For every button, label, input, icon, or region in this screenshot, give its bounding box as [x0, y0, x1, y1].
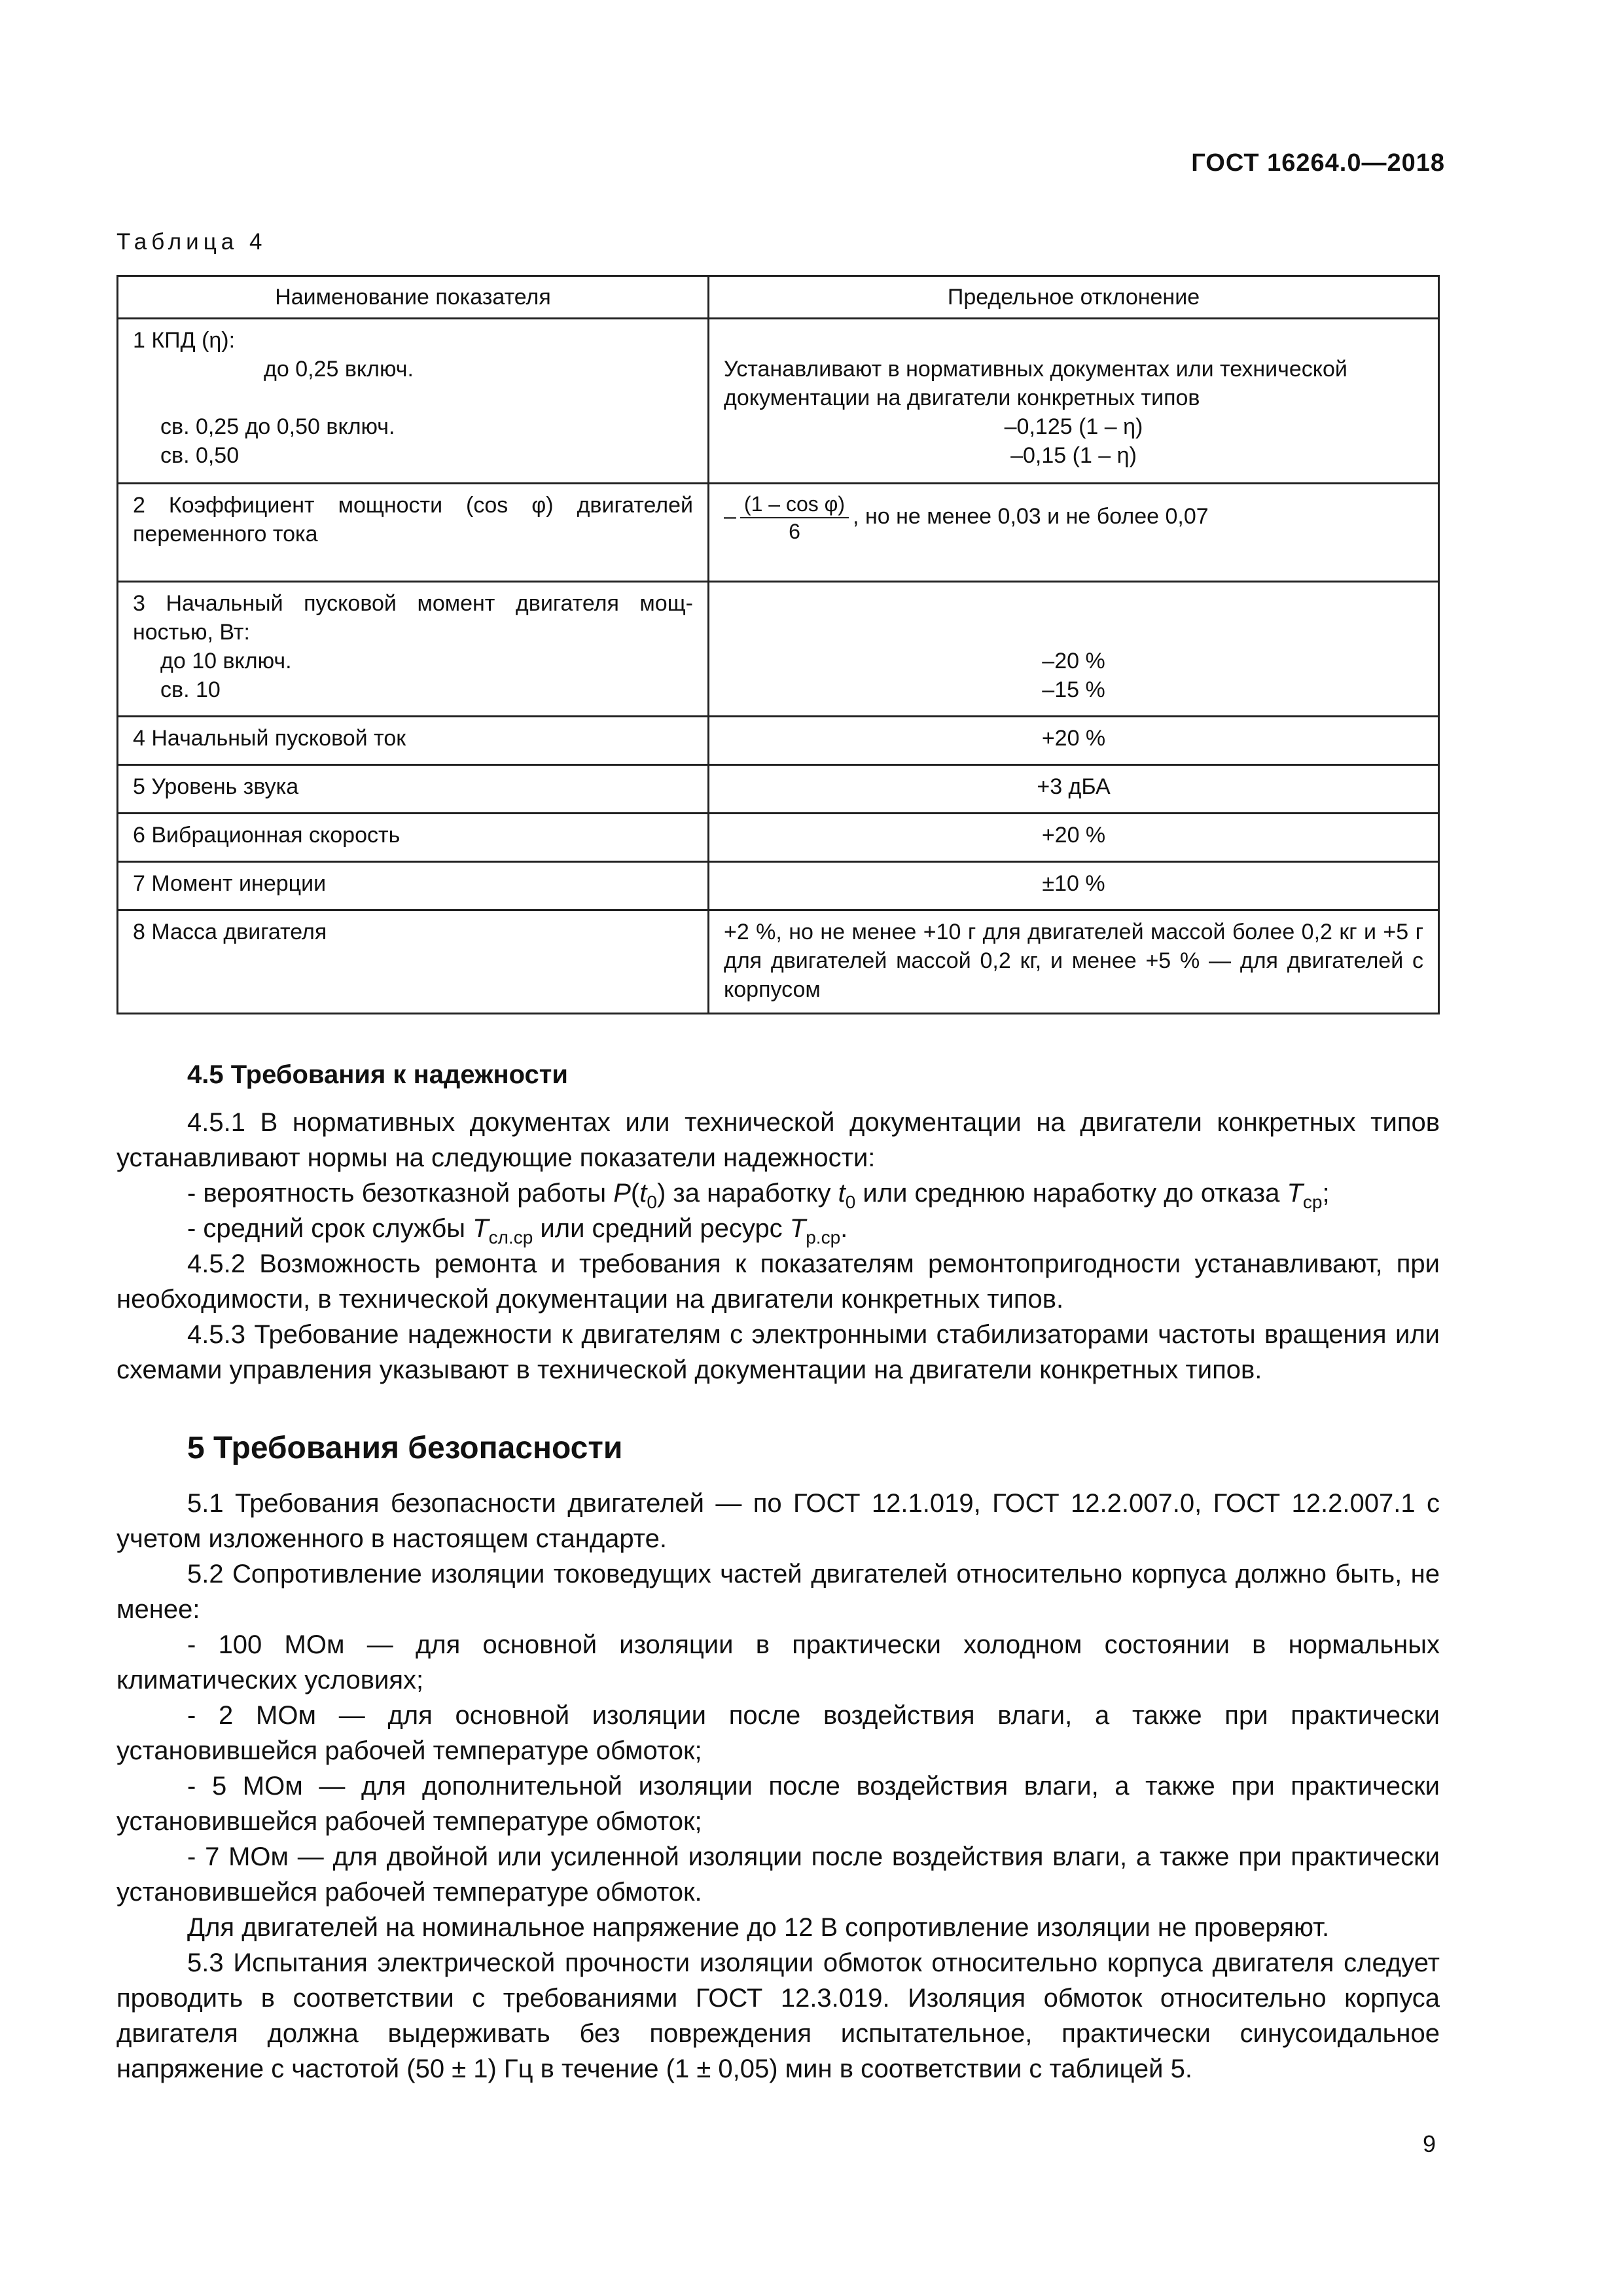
insulation-bullet-1: - 100 МОм — для основной изоляции в практически холодном состоянии в нормальных климатических условиях; [116, 1630, 1440, 1695]
row-name-line: 3 Начальный пусковой момент двигателя мощ-ностью, Вт: [133, 591, 693, 645]
symbol-T: T [789, 1214, 806, 1243]
standard-designation: ГОСТ 16264.0—2018 [1191, 149, 1445, 177]
table-row [118, 484, 1439, 582]
row-name-cell: 4 Начальный пусковой ток [118, 717, 709, 765]
row-name-line: св. 10 [160, 677, 221, 702]
row-value-cell [709, 582, 1439, 717]
row-value-cell: +3 дБА [709, 765, 1439, 814]
row-name-line: 1 КПД (η): [133, 328, 236, 353]
fraction [740, 491, 849, 545]
table-row [118, 582, 1439, 717]
section-4-5-body [116, 1105, 1440, 1388]
row-name-line: до 10 включ. [160, 649, 292, 673]
subscript-service: сл.ср [488, 1227, 533, 1247]
paragraph-4-5-2: 4.5.2 Возможность ремонта и требования к показателям ремонтопригодности устанавливают, при необходимости, в технической документации на двигатели конкретных типов. [116, 1249, 1440, 1314]
table-row [118, 910, 1439, 1014]
table-row [118, 862, 1439, 910]
subscript-cp: ср [1302, 1191, 1323, 1212]
reliability-bullet-2: - средний срок службы $T_{сл.ср}$ или средний ресурс $T_{р.ср}$. [187, 1214, 848, 1247]
table-row [118, 814, 1439, 862]
bullet-text: - средний срок службы [187, 1214, 473, 1243]
insulation-bullet-2: - 2 МОм — для основной изоляции после воздействия влаги, а также при практически установившейся рабочей температуре обмоток; [116, 1701, 1440, 1765]
insulation-bullet-4: - 7 МОм — для двойной или усиленной изоляции после воздействия влаги, а также при практически установившейся рабочей температуре обмоток. [116, 1842, 1440, 1907]
table-row [118, 765, 1439, 814]
minus-sign: – [724, 503, 736, 529]
row-value-cell: +20 % [709, 814, 1439, 862]
subscript-0: 0 [647, 1191, 657, 1212]
row-value-line: Устанавливают в нормативных документах или технической документации на двигатели конкретных типов [724, 357, 1347, 410]
bullet-text: или средний ресурс [533, 1214, 790, 1243]
fraction-numerator: (1 – cos φ) [740, 491, 849, 518]
section-4-5-heading: 4.5 Требования к надежности [187, 1060, 568, 1089]
row-value-cell [709, 319, 1439, 484]
row-name-cell: 8 Масса двигателя [118, 910, 709, 1014]
row-value-cell: ±10 % [709, 862, 1439, 910]
paragraph-5-2: 5.2 Сопротивление изоляции токоведущих частей двигателей относительно корпуса должно быть, не менее: [116, 1560, 1440, 1624]
row-value-cell: +2 %, но не менее +10 г для двигателей массой более 0,2 кг и +5 г для двигателей массой 0,2 кг, и менее +5 % — для двигателей с корпусом [709, 910, 1439, 1014]
row-value-suffix: , но не менее 0,03 и не более 0,07 [853, 503, 1209, 529]
paragraph-5-1: 5.1 Требования безопасности двигателей — по ГОСТ 12.1.019, ГОСТ 12.2.007.0, ГОСТ 12.2.007.1 с учетом изложенного в настоящем стандарте. [116, 1489, 1440, 1553]
row-name-line: до 0,25 включ. [264, 357, 414, 382]
bullet-text: - вероятность безотказной работы [187, 1179, 614, 1208]
reliability-bullet-1: - вероятность безотказной работы $P(t_0)$ за наработку $t_0$ или среднюю наработку до отказа $T_{ср}$; [187, 1179, 1330, 1212]
column-header-deviation: Предельное отклонение [709, 276, 1439, 319]
section-5-heading: 5 Требования безопасности [187, 1431, 623, 1465]
paragraph-5-3: 5.3 Испытания электрической прочности изоляции обмоток относительно корпуса двигателя следует проводить в соответствии с требованиями ГОСТ 12.3.019. Изоляция обмоток относительно корпуса двигателя должна выдерживать без повреждения испытательное, практически синусоидальное напряжение с частотой (50 ± 1) Гц в течение (1 ± 0,05) мин в соответствии с таблицей 5. [116, 1948, 1440, 2083]
section-5-body [116, 1486, 1440, 2087]
table-row [118, 319, 1439, 484]
page-number: 9 [1422, 2130, 1436, 2157]
paragraph-4-5-3: 4.5.3 Требование надежности к двигателям с электронными стабилизаторами частоты вращения или схемами управления указывают в технической документации на двигатели конкретных типов. [116, 1320, 1440, 1384]
row-name-cell: 7 Момент инерции [118, 862, 709, 910]
symbol-T: T [473, 1214, 489, 1243]
table-caption: Таблица 4 [116, 229, 267, 255]
column-header-name: Наименование показателя [118, 276, 709, 319]
fraction-denominator: 6 [789, 520, 800, 543]
insulation-bullet-3: - 5 МОм — для дополнительной изоляции после воздействия влаги, а также при практически установившейся рабочей температуре обмоток; [116, 1772, 1440, 1836]
row-value-cell: +20 % [709, 717, 1439, 765]
row-name-cell: 2 Коэффициент мощности (cos φ) двигателей переменного тока [118, 484, 709, 582]
row-name-line: св. 0,50 [160, 443, 240, 468]
row-name-cell: 6 Вибрационная скорость [118, 814, 709, 862]
table-4 [116, 275, 1440, 1014]
row-name-cell [118, 319, 709, 484]
paragraph-4-5-1: 4.5.1 В нормативных документах или технической документации на двигатели конкретных типов устанавливают нормы на следующие показатели надежности: [116, 1108, 1440, 1172]
symbol-t: t [639, 1179, 647, 1208]
row-name-line: св. 0,25 до 0,50 включ. [160, 414, 395, 439]
bullet-text: за наработку [666, 1179, 838, 1208]
row-name-cell [118, 582, 709, 717]
row-value-line: –0,125 (1 – η) [1004, 414, 1143, 439]
table-header-row [118, 276, 1439, 319]
symbol-P: P [613, 1179, 631, 1208]
subscript-0: 0 [845, 1191, 856, 1212]
row-value-line: –20 % [1042, 649, 1105, 673]
row-value-cell [709, 484, 1439, 582]
row-value-line: –0,15 (1 – η) [1010, 443, 1137, 468]
row-name-cell: 5 Уровень звука [118, 765, 709, 814]
symbol-t: t [838, 1179, 846, 1208]
symbol-T: T [1287, 1179, 1303, 1208]
row-value-line: –15 % [1042, 677, 1105, 702]
table-row [118, 717, 1439, 765]
bullet-text: или среднюю наработку до отказа [855, 1179, 1287, 1208]
subscript-resource: р.ср [806, 1227, 841, 1247]
paragraph-5-2-note: Для двигателей на номинальное напряжение до 12 В сопротивление изоляции не проверяют. [187, 1913, 1330, 1942]
